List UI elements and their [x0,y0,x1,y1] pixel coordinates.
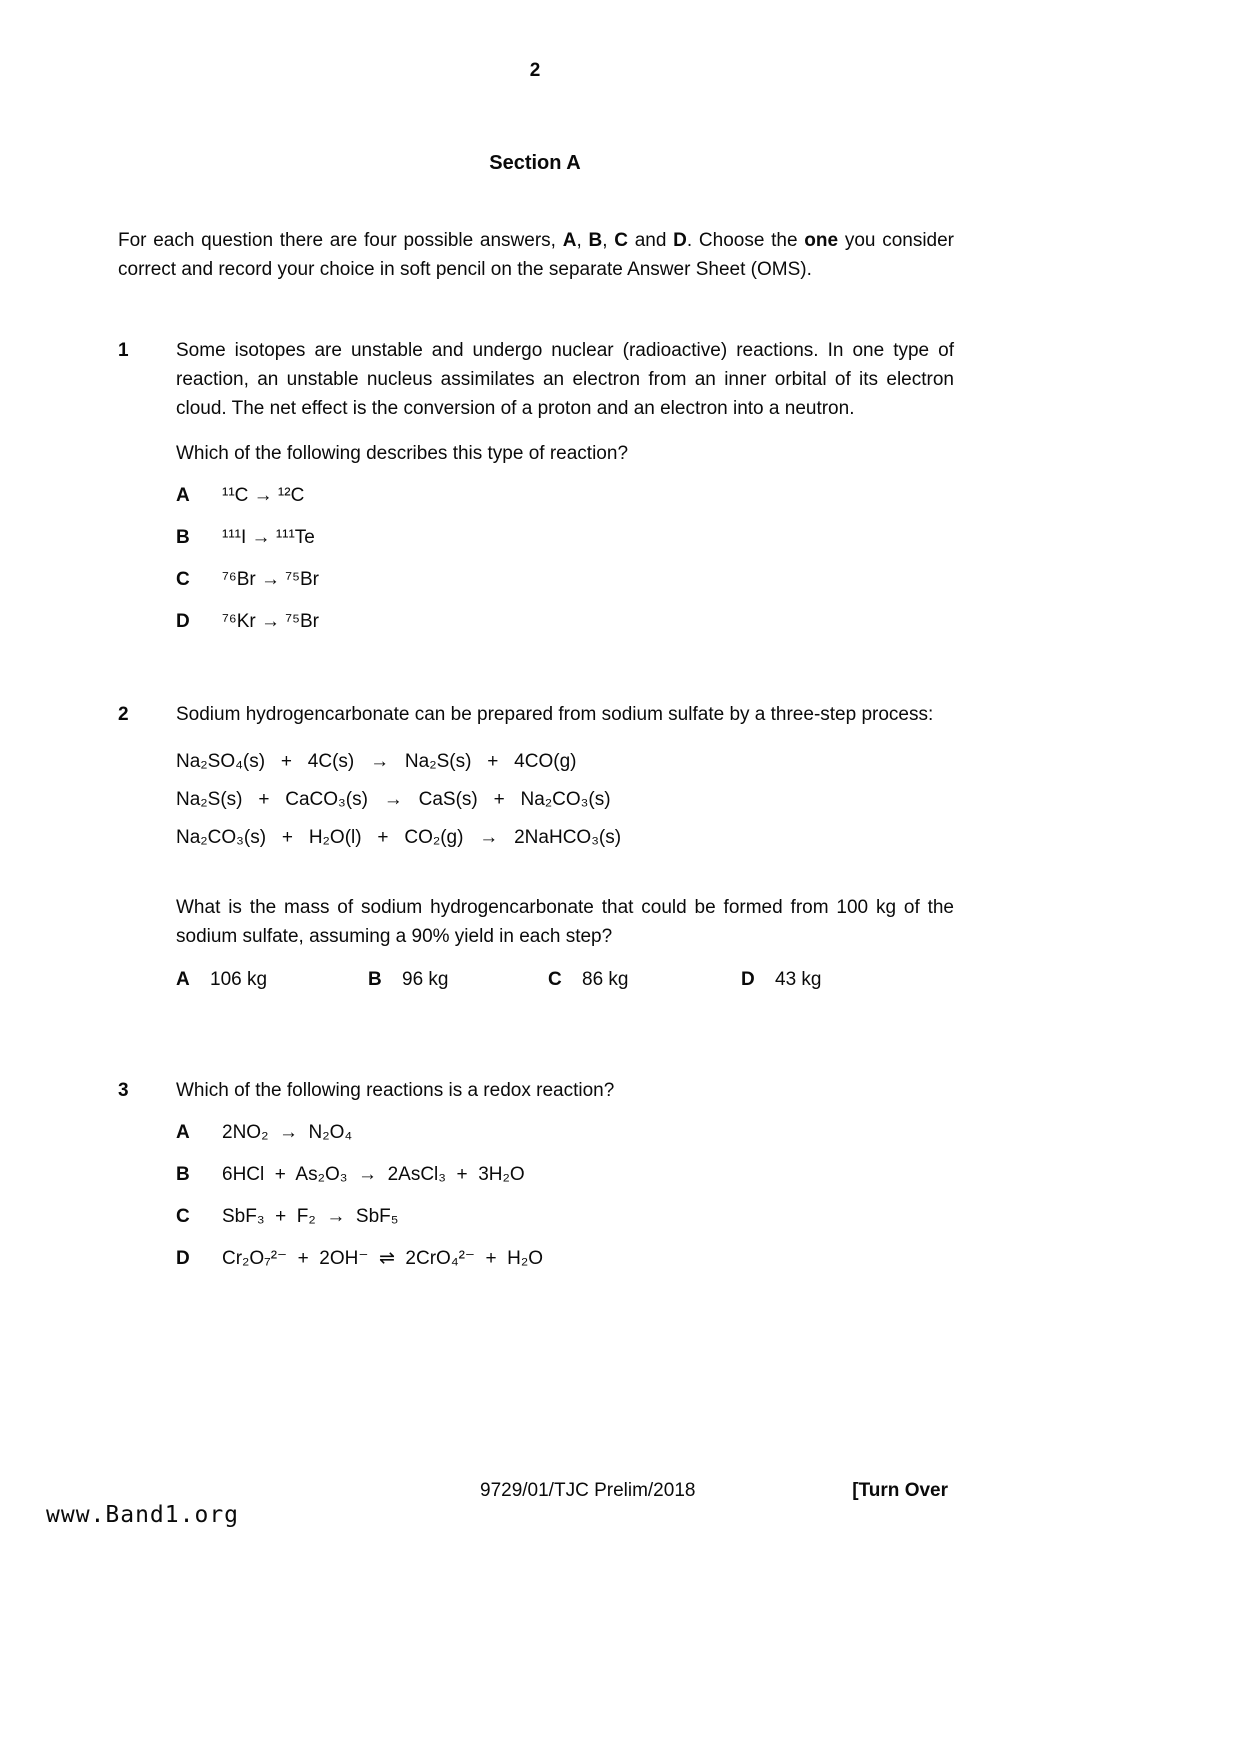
question-2-options [176,965,954,994]
question-2 [118,700,954,994]
instructions-paragraph [118,226,954,284]
option-label: D [176,611,190,632]
question-3-row [118,1076,954,1273]
question-2-option-d [741,965,821,994]
question-2-option-a [176,965,368,994]
question-3-options [176,1118,954,1273]
question-1-row [118,336,954,636]
option-label: C [176,569,190,590]
question-2-number: 2 [118,704,129,725]
footer-turn-over: [Turn Over [852,1480,948,1501]
option-label: C [176,1206,190,1227]
option-text: 2NO₂ → N₂O₄ [222,1122,353,1143]
question-3 [118,1076,954,1273]
option-text: ¹¹¹I → ¹¹¹Te [222,527,315,548]
question-1-option-c [176,565,954,594]
watermark-url: www.Band1.org [46,1502,240,1528]
question-1-body: Some isotopes are unstable and undergo nuclear (radioactive) reactions. In one type of reaction, an unstable nucleus assimilates an electron from an inner orbital of its electron cloud. The net effect is the conversion of a proton and an electron into a neutron. [176,340,954,419]
question-3-option-a [176,1118,954,1147]
question-1-options [176,481,954,636]
option-label: A [176,485,190,506]
text-segment: you consider correct and record your choice in soft pencil on the separate Answer Sheet (OMS). [118,230,955,280]
question-3-body-container [176,1076,954,1273]
question-2-equations [176,743,954,857]
option-text: ¹¹C → ¹²C [222,485,305,506]
question-1-option-d [176,607,954,636]
question-1 [118,336,954,636]
question-1-number: 1 [118,340,129,361]
text-segment-bold: one [804,230,839,251]
question-3-number: 3 [118,1080,129,1101]
question-1-prompt: Which of the following describes this type of reaction? [176,443,629,464]
question-3-prompt: Which of the following reactions is a redox reaction? [176,1080,615,1101]
option-label: D [176,1248,190,1269]
footer-doc-code: 9729/01/TJC Prelim/2018 [480,1480,696,1501]
option-text: 43 kg [775,969,822,990]
option-text: 96 kg [402,969,449,990]
question-2-body: Sodium hydrogencarbonate can be prepared from sodium sulfate by a three-step process: [176,704,934,725]
question-1-option-a [176,481,954,510]
question-2-option-c [548,965,741,994]
chemical-equation-3: Na₂CO₃(s) + H₂O(l) + CO₂(g) → 2NaHCO₃(s) [176,827,622,848]
option-label: B [368,969,382,990]
question-2-option-b [368,965,548,994]
question-3-option-b [176,1160,954,1189]
question-1-option-b [176,523,954,552]
section-title: Section A [489,152,581,174]
text-segment-bold: C [614,230,628,251]
question-2-prompt: What is the mass of sodium hydrogencarbonate that could be formed from 100 kg of the sodium sulfate, assuming a 90% yield in each step? [176,897,954,947]
text-segment: . Choose the [686,230,805,251]
option-text: ⁷⁶Br → ⁷⁵Br [222,569,320,590]
text-segment-bold: D [673,230,687,251]
option-label: C [548,969,562,990]
text-segment: For each question there are four possible answers, [118,230,563,251]
chemical-equation-2: Na₂S(s) + CaCO₃(s) → CaS(s) + Na₂CO₃(s) [176,789,611,810]
text-segment: and [627,230,674,251]
option-label: D [741,969,755,990]
option-text: SbF₃ + F₂ → SbF₅ [222,1206,399,1227]
question-3-option-d [176,1244,954,1273]
option-label: A [176,1122,190,1143]
question-2-body-container [176,700,954,994]
question-1-body-container [176,336,954,636]
page-number: 2 [529,60,541,81]
option-text: Cr₂O₇²⁻ + 2OH⁻ ⇌ 2CrO₄²⁻ + H₂O [222,1248,544,1269]
question-3-option-c [176,1202,954,1231]
option-text: 6HCl + As₂O₃ → 2AsCl₃ + 3H₂O [222,1164,525,1185]
option-label: B [176,1164,190,1185]
chemical-equation-1: Na₂SO₄(s) + 4C(s) → Na₂S(s) + 4CO(g) [176,751,577,772]
text-segment: , [576,230,589,251]
question-2-row [118,700,954,994]
option-text: 106 kg [210,969,268,990]
option-label: A [176,969,190,990]
text-segment: , [602,230,615,251]
text-segment-bold: B [588,230,603,251]
text-segment-bold: A [562,230,577,251]
option-label: B [176,527,190,548]
option-text: 86 kg [582,969,629,990]
option-text: ⁷⁶Kr → ⁷⁵Br [222,611,320,632]
